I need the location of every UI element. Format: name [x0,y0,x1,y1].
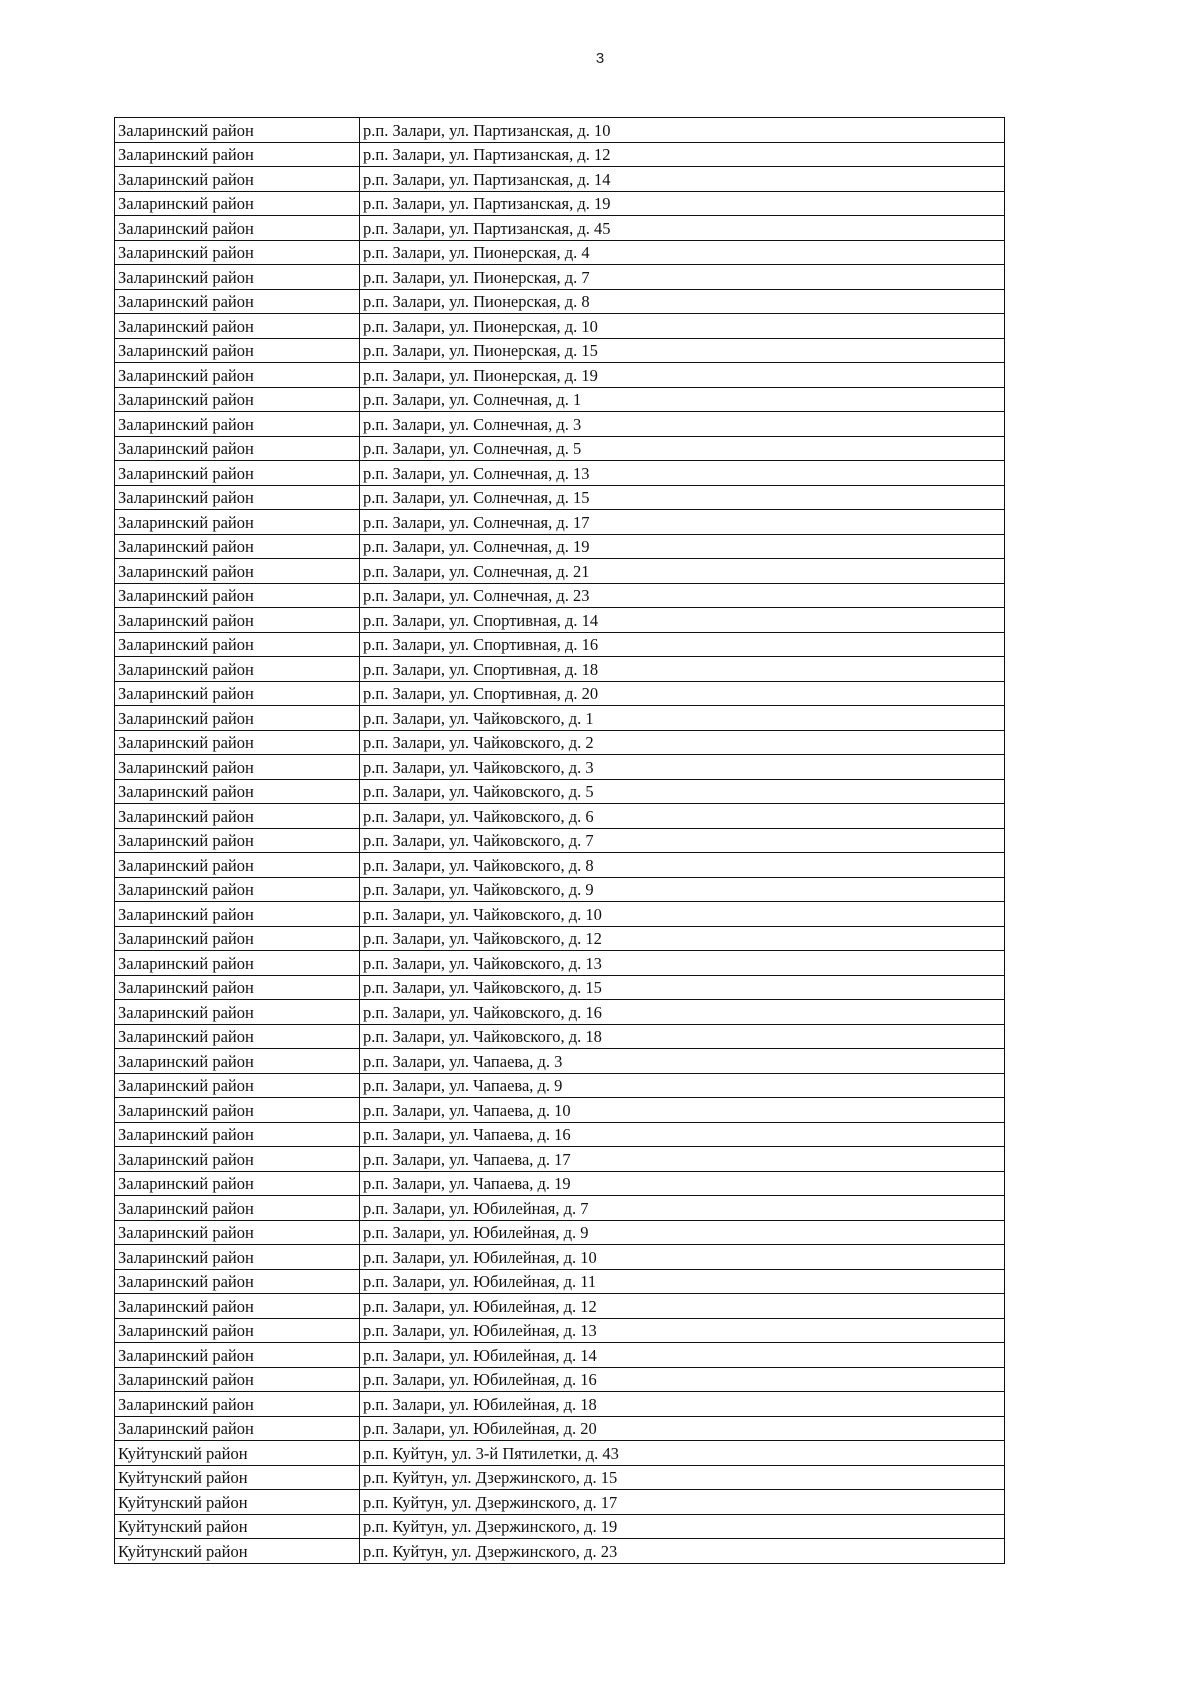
table-row [115,338,1005,363]
table-row [115,681,1005,706]
table-row [115,1171,1005,1196]
address-cell: р.п. Залари, ул. Чайковского, д. 12 [360,926,1005,951]
district-cell: Куйтунский район [115,1539,360,1564]
table-row [115,1024,1005,1049]
table-row [115,828,1005,853]
district-cell: Заларинский район [115,314,360,339]
table-row [115,657,1005,682]
table-row [115,1098,1005,1123]
table-row [115,755,1005,780]
district-cell: Заларинский район [115,1294,360,1319]
table-row [115,1049,1005,1074]
address-cell: р.п. Залари, ул. Чайковского, д. 18 [360,1024,1005,1049]
table-row [115,142,1005,167]
district-cell: Заларинский район [115,485,360,510]
table-row [115,1269,1005,1294]
table-row [115,559,1005,584]
address-cell: р.п. Залари, ул. Партизанская, д. 14 [360,167,1005,192]
table-row [115,1367,1005,1392]
address-cell: р.п. Залари, ул. Солнечная, д. 17 [360,510,1005,535]
address-cell: р.п. Залари, ул. Чайковского, д. 15 [360,975,1005,1000]
district-cell: Заларинский район [115,926,360,951]
address-table [114,117,1005,1564]
table-row [115,1514,1005,1539]
district-cell: Заларинский район [115,461,360,486]
address-cell: р.п. Залари, ул. Пионерская, д. 10 [360,314,1005,339]
address-cell: р.п. Залари, ул. Чапаева, д. 9 [360,1073,1005,1098]
page-number: 3 [595,50,605,67]
district-cell: Заларинский район [115,191,360,216]
district-cell: Заларинский район [115,951,360,976]
district-cell: Заларинский район [115,363,360,388]
district-cell: Заларинский район [115,1098,360,1123]
district-cell: Заларинский район [115,877,360,902]
address-cell: р.п. Залари, ул. Солнечная, д. 19 [360,534,1005,559]
table-row [115,779,1005,804]
district-cell: Заларинский район [115,1343,360,1368]
table-row [115,902,1005,927]
district-cell: Заларинский район [115,1220,360,1245]
district-cell: Заларинский район [115,706,360,731]
district-cell: Заларинский район [115,755,360,780]
table-row [115,1196,1005,1221]
district-cell: Заларинский район [115,1196,360,1221]
table-row [115,1294,1005,1319]
table-row [115,1000,1005,1025]
table-row [115,1245,1005,1270]
address-cell: р.п. Куйтун, ул. Дзержинского, д. 15 [360,1465,1005,1490]
address-cell: р.п. Залари, ул. Пионерская, д. 7 [360,265,1005,290]
district-cell: Заларинский район [115,1024,360,1049]
district-cell: Заларинский район [115,853,360,878]
address-cell: р.п. Залари, ул. Чайковского, д. 6 [360,804,1005,829]
district-cell: Заларинский район [115,1416,360,1441]
address-cell: р.п. Залари, ул. Спортивная, д. 20 [360,681,1005,706]
table-row [115,877,1005,902]
district-cell: Заларинский район [115,510,360,535]
district-cell: Заларинский район [115,730,360,755]
district-cell: Куйтунский район [115,1441,360,1466]
district-cell: Заларинский район [115,240,360,265]
address-cell: р.п. Залари, ул. Спортивная, д. 18 [360,657,1005,682]
address-cell: р.п. Залари, ул. Спортивная, д. 14 [360,608,1005,633]
table-row [115,975,1005,1000]
address-cell: р.п. Залари, ул. Юбилейная, д. 18 [360,1392,1005,1417]
address-cell: р.п. Залари, ул. Солнечная, д. 1 [360,387,1005,412]
table-row [115,1073,1005,1098]
district-cell: Заларинский район [115,1269,360,1294]
address-cell: р.п. Залари, ул. Юбилейная, д. 7 [360,1196,1005,1221]
address-cell: р.п. Залари, ул. Партизанская, д. 19 [360,191,1005,216]
table-row [115,1490,1005,1515]
address-cell: р.п. Залари, ул. Юбилейная, д. 11 [360,1269,1005,1294]
address-cell: р.п. Куйтун, ул. Дзержинского, д. 19 [360,1514,1005,1539]
table-row [115,534,1005,559]
district-cell: Заларинский район [115,657,360,682]
address-cell: р.п. Залари, ул. Чайковского, д. 3 [360,755,1005,780]
table-row [115,926,1005,951]
district-cell: Заларинский район [115,804,360,829]
table-row [115,608,1005,633]
address-cell: р.п. Куйтун, ул. Дзержинского, д. 17 [360,1490,1005,1515]
district-cell: Заларинский район [115,412,360,437]
table-row [115,1441,1005,1466]
table-row [115,240,1005,265]
address-cell: р.п. Залари, ул. Солнечная, д. 15 [360,485,1005,510]
address-cell: р.п. Залари, ул. Чайковского, д. 1 [360,706,1005,731]
address-cell: р.п. Залари, ул. Юбилейная, д. 13 [360,1318,1005,1343]
table-row [115,216,1005,241]
address-cell: р.п. Залари, ул. Спортивная, д. 16 [360,632,1005,657]
address-cell: р.п. Залари, ул. Пионерская, д. 15 [360,338,1005,363]
table-row [115,387,1005,412]
address-cell: р.п. Залари, ул. Юбилейная, д. 9 [360,1220,1005,1245]
address-cell: р.п. Залари, ул. Чайковского, д. 13 [360,951,1005,976]
district-cell: Заларинский район [115,1000,360,1025]
district-cell: Заларинский район [115,167,360,192]
address-cell: р.п. Залари, ул. Чапаева, д. 10 [360,1098,1005,1123]
address-cell: р.п. Залари, ул. Чайковского, д. 5 [360,779,1005,804]
address-cell: р.п. Залари, ул. Чайковского, д. 7 [360,828,1005,853]
address-cell: р.п. Залари, ул. Чайковского, д. 16 [360,1000,1005,1025]
address-cell: р.п. Залари, ул. Партизанская, д. 12 [360,142,1005,167]
district-cell: Заларинский район [115,1171,360,1196]
district-cell: Заларинский район [115,902,360,927]
address-cell: р.п. Залари, ул. Юбилейная, д. 14 [360,1343,1005,1368]
district-cell: Заларинский район [115,1122,360,1147]
district-cell: Заларинский район [115,779,360,804]
address-cell: р.п. Залари, ул. Чайковского, д. 10 [360,902,1005,927]
table-row [115,1220,1005,1245]
address-cell: р.п. Залари, ул. Юбилейная, д. 20 [360,1416,1005,1441]
address-cell: р.п. Залари, ул. Чайковского, д. 8 [360,853,1005,878]
table-row [115,632,1005,657]
district-cell: Заларинский район [115,559,360,584]
table-row [115,1147,1005,1172]
district-cell: Заларинский район [115,1367,360,1392]
table-row [115,510,1005,535]
address-cell: р.п. Залари, ул. Чапаева, д. 17 [360,1147,1005,1172]
district-cell: Заларинский район [115,1392,360,1417]
table-row [115,461,1005,486]
table-row [115,485,1005,510]
address-cell: р.п. Залари, ул. Партизанская, д. 10 [360,118,1005,143]
address-cell: р.п. Залари, ул. Пионерская, д. 19 [360,363,1005,388]
address-cell: р.п. Залари, ул. Чапаева, д. 19 [360,1171,1005,1196]
district-cell: Заларинский район [115,1245,360,1270]
table-row [115,1465,1005,1490]
address-cell: р.п. Залари, ул. Чайковского, д. 9 [360,877,1005,902]
table-row [115,804,1005,829]
district-cell: Заларинский район [115,534,360,559]
address-cell: р.п. Залари, ул. Солнечная, д. 13 [360,461,1005,486]
district-cell: Куйтунский район [115,1514,360,1539]
address-cell: р.п. Залари, ул. Пионерская, д. 4 [360,240,1005,265]
address-cell: р.п. Залари, ул. Партизанская, д. 45 [360,216,1005,241]
table-row [115,265,1005,290]
table-row [115,314,1005,339]
table-row [115,583,1005,608]
district-cell: Куйтунский район [115,1490,360,1515]
table-row [115,730,1005,755]
district-cell: Заларинский район [115,975,360,1000]
district-cell: Заларинский район [115,338,360,363]
address-cell: р.п. Залари, ул. Юбилейная, д. 16 [360,1367,1005,1392]
district-cell: Заларинский район [115,1049,360,1074]
address-cell: р.п. Куйтун, ул. 3-й Пятилетки, д. 43 [360,1441,1005,1466]
address-cell: р.п. Залари, ул. Пионерская, д. 8 [360,289,1005,314]
address-cell: р.п. Залари, ул. Юбилейная, д. 10 [360,1245,1005,1270]
district-cell: Заларинский район [115,265,360,290]
table-row [115,412,1005,437]
table-row [115,853,1005,878]
address-cell: р.п. Куйтун, ул. Дзержинского, д. 23 [360,1539,1005,1564]
district-cell: Заларинский район [115,216,360,241]
address-cell: р.п. Залари, ул. Чайковского, д. 2 [360,730,1005,755]
district-cell: Заларинский район [115,632,360,657]
address-cell: р.п. Залари, ул. Юбилейная, д. 12 [360,1294,1005,1319]
table-row [115,1122,1005,1147]
table-row [115,436,1005,461]
district-cell: Заларинский район [115,1073,360,1098]
table-row [115,289,1005,314]
address-cell: р.п. Залари, ул. Солнечная, д. 21 [360,559,1005,584]
table-row [115,1343,1005,1368]
district-cell: Заларинский район [115,387,360,412]
district-cell: Заларинский район [115,289,360,314]
table-row [115,706,1005,731]
table-row [115,951,1005,976]
address-cell: р.п. Залари, ул. Солнечная, д. 3 [360,412,1005,437]
table-row [115,167,1005,192]
table-row [115,1392,1005,1417]
district-cell: Заларинский район [115,1147,360,1172]
address-cell: р.п. Залари, ул. Чапаева, д. 3 [360,1049,1005,1074]
table-row [115,1416,1005,1441]
district-cell: Заларинский район [115,681,360,706]
table-row [115,191,1005,216]
address-cell: р.п. Залари, ул. Чапаева, д. 16 [360,1122,1005,1147]
address-cell: р.п. Залари, ул. Солнечная, д. 23 [360,583,1005,608]
address-cell: р.п. Залари, ул. Солнечная, д. 5 [360,436,1005,461]
district-cell: Заларинский район [115,142,360,167]
table-row [115,1318,1005,1343]
district-cell: Заларинский район [115,118,360,143]
district-cell: Заларинский район [115,436,360,461]
district-cell: Заларинский район [115,1318,360,1343]
district-cell: Заларинский район [115,608,360,633]
table-row [115,1539,1005,1564]
district-cell: Куйтунский район [115,1465,360,1490]
table-row [115,363,1005,388]
district-cell: Заларинский район [115,583,360,608]
district-cell: Заларинский район [115,828,360,853]
address-table-body [115,118,1005,1564]
table-row [115,118,1005,143]
